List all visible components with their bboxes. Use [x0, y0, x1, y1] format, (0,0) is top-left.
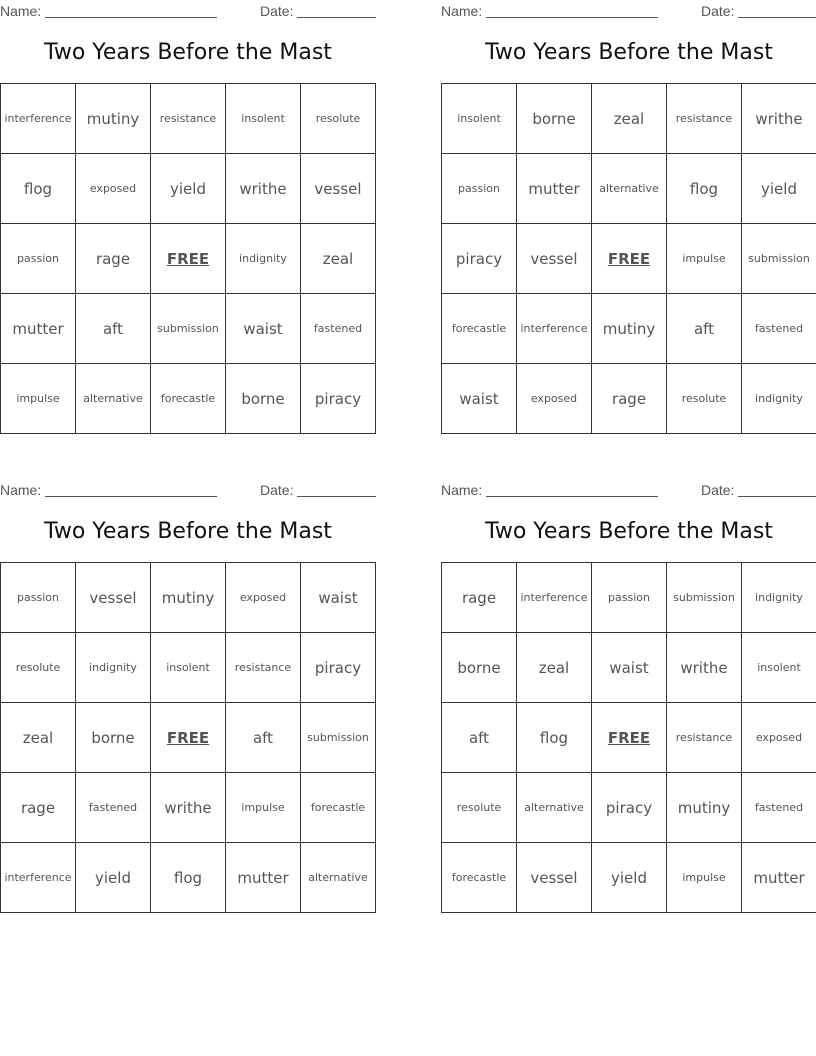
bingo-cell: mutiny — [667, 773, 742, 843]
bingo-cell: aft — [76, 294, 151, 364]
bingo-cell: insolent — [442, 84, 517, 154]
bingo-card-1 — [0, 0, 376, 434]
card-header — [0, 479, 376, 501]
free-space: FREE — [151, 703, 226, 773]
bingo-cell: waist — [592, 633, 667, 703]
date-label: Date: — [260, 3, 294, 19]
bingo-row — [1, 633, 376, 703]
bingo-cell: alternative — [517, 773, 592, 843]
card-title: Two Years Before the Mast — [44, 40, 332, 65]
bingo-card-4 — [441, 479, 816, 913]
bingo-cell: aft — [226, 703, 301, 773]
date-label: Date: — [701, 482, 735, 498]
bingo-cell: exposed — [742, 703, 816, 773]
bingo-cell: zeal — [517, 633, 592, 703]
bingo-cell: indignity — [226, 224, 301, 294]
card-title: Two Years Before the Mast — [485, 519, 773, 544]
bingo-cell: insolent — [151, 633, 226, 703]
card-title: Two Years Before the Mast — [485, 40, 773, 65]
bingo-cell: waist — [301, 563, 376, 633]
card-header — [0, 0, 376, 22]
bingo-cell: flog — [151, 843, 226, 913]
bingo-grid — [0, 562, 376, 913]
bingo-cell: impulse — [226, 773, 301, 843]
bingo-cell: mutter — [226, 843, 301, 913]
bingo-cell: mutiny — [592, 294, 667, 364]
bingo-cell: yield — [742, 154, 816, 224]
bingo-cell: alternative — [301, 843, 376, 913]
bingo-cell: yield — [592, 843, 667, 913]
bingo-row — [1, 773, 376, 843]
free-space: FREE — [151, 224, 226, 294]
bingo-cell: flog — [1, 154, 76, 224]
bingo-cell: impulse — [667, 843, 742, 913]
bingo-row — [442, 294, 816, 364]
bingo-cell: passion — [592, 563, 667, 633]
bingo-cell: aft — [667, 294, 742, 364]
bingo-row — [442, 364, 816, 434]
bingo-cell: writhe — [226, 154, 301, 224]
bingo-row — [442, 563, 816, 633]
bingo-cell: interference — [517, 563, 592, 633]
bingo-cell: piracy — [442, 224, 517, 294]
bingo-card-2 — [441, 0, 816, 434]
date-line — [738, 496, 816, 497]
bingo-cell: zeal — [592, 84, 667, 154]
bingo-cell: interference — [1, 84, 76, 154]
name-line — [486, 17, 658, 18]
bingo-cell: submission — [667, 563, 742, 633]
date-label: Date: — [260, 482, 294, 498]
bingo-row — [442, 84, 816, 154]
bingo-cell: resistance — [151, 84, 226, 154]
bingo-cell: exposed — [76, 154, 151, 224]
card-title: Two Years Before the Mast — [44, 519, 332, 544]
bingo-row — [1, 154, 376, 224]
bingo-cell: resistance — [667, 703, 742, 773]
bingo-row — [1, 703, 376, 773]
bingo-grid — [0, 83, 376, 434]
bingo-cell: forecastle — [442, 843, 517, 913]
bingo-cell: rage — [1, 773, 76, 843]
bingo-cell: exposed — [517, 364, 592, 434]
bingo-cell: insolent — [742, 633, 816, 703]
bingo-cell: impulse — [667, 224, 742, 294]
bingo-cell: vessel — [517, 843, 592, 913]
bingo-row — [1, 84, 376, 154]
bingo-grid — [441, 562, 816, 913]
bingo-cell: piracy — [592, 773, 667, 843]
bingo-cell: resolute — [667, 364, 742, 434]
bingo-cell: submission — [742, 224, 816, 294]
bingo-cell: mutter — [1, 294, 76, 364]
bingo-cell: borne — [442, 633, 517, 703]
bingo-cell: borne — [226, 364, 301, 434]
bingo-cell: piracy — [301, 633, 376, 703]
bingo-row — [1, 563, 376, 633]
bingo-cell: rage — [76, 224, 151, 294]
name-line — [45, 496, 217, 497]
bingo-cell: resolute — [301, 84, 376, 154]
name-line — [45, 17, 217, 18]
bingo-cell: yield — [76, 843, 151, 913]
bingo-cell: writhe — [742, 84, 816, 154]
bingo-cell: borne — [517, 84, 592, 154]
bingo-card-3 — [0, 479, 376, 913]
bingo-cell: fastened — [742, 773, 816, 843]
bingo-cell: rage — [592, 364, 667, 434]
bingo-cell: indignity — [76, 633, 151, 703]
bingo-cell: mutter — [742, 843, 816, 913]
bingo-cell: forecastle — [301, 773, 376, 843]
bingo-row — [442, 154, 816, 224]
bingo-cell: flog — [667, 154, 742, 224]
bingo-row — [442, 843, 816, 913]
date-label: Date: — [701, 3, 735, 19]
bingo-row — [442, 224, 816, 294]
name-label: Name: — [441, 3, 483, 19]
date-line — [297, 496, 376, 497]
bingo-cell: passion — [1, 224, 76, 294]
bingo-cell: writhe — [151, 773, 226, 843]
bingo-cell: rage — [442, 563, 517, 633]
bingo-cell: resistance — [667, 84, 742, 154]
bingo-row — [442, 633, 816, 703]
bingo-grid — [441, 83, 816, 434]
bingo-cell: waist — [226, 294, 301, 364]
bingo-cell: mutter — [517, 154, 592, 224]
card-header — [441, 479, 816, 501]
bingo-cell: forecastle — [442, 294, 517, 364]
bingo-cell: waist — [442, 364, 517, 434]
bingo-cell: vessel — [301, 154, 376, 224]
name-label: Name: — [0, 3, 42, 19]
bingo-cell: zeal — [301, 224, 376, 294]
bingo-row — [442, 703, 816, 773]
bingo-row — [1, 364, 376, 434]
bingo-cell: resolute — [442, 773, 517, 843]
bingo-cell: indignity — [742, 563, 816, 633]
bingo-cell: fastened — [742, 294, 816, 364]
bingo-cell: flog — [517, 703, 592, 773]
name-label: Name: — [441, 482, 483, 498]
bingo-cell: insolent — [226, 84, 301, 154]
bingo-cell: resolute — [1, 633, 76, 703]
bingo-cell: forecastle — [151, 364, 226, 434]
bingo-cell: piracy — [301, 364, 376, 434]
bingo-cell: vessel — [76, 563, 151, 633]
name-line — [486, 496, 658, 497]
date-line — [297, 17, 376, 18]
name-label: Name: — [0, 482, 42, 498]
bingo-cell: zeal — [1, 703, 76, 773]
bingo-cell: passion — [442, 154, 517, 224]
bingo-cell: writhe — [667, 633, 742, 703]
bingo-cell: resistance — [226, 633, 301, 703]
bingo-cell: fastened — [301, 294, 376, 364]
bingo-row — [1, 843, 376, 913]
bingo-row — [442, 773, 816, 843]
bingo-cell: impulse — [1, 364, 76, 434]
bingo-cell: indignity — [742, 364, 816, 434]
bingo-cell: mutiny — [76, 84, 151, 154]
bingo-cell: alternative — [592, 154, 667, 224]
bingo-row — [1, 294, 376, 364]
bingo-cell: exposed — [226, 563, 301, 633]
free-space: FREE — [592, 224, 667, 294]
bingo-cell: yield — [151, 154, 226, 224]
bingo-cell: submission — [151, 294, 226, 364]
bingo-cell: submission — [301, 703, 376, 773]
bingo-cell: aft — [442, 703, 517, 773]
bingo-cell: interference — [517, 294, 592, 364]
bingo-cell: vessel — [517, 224, 592, 294]
free-space: FREE — [592, 703, 667, 773]
bingo-cell: interference — [1, 843, 76, 913]
bingo-cell: fastened — [76, 773, 151, 843]
card-header — [441, 0, 816, 22]
bingo-cell: borne — [76, 703, 151, 773]
date-line — [738, 17, 816, 18]
bingo-cell: alternative — [76, 364, 151, 434]
bingo-cell: mutiny — [151, 563, 226, 633]
bingo-cell: passion — [1, 563, 76, 633]
bingo-row — [1, 224, 376, 294]
